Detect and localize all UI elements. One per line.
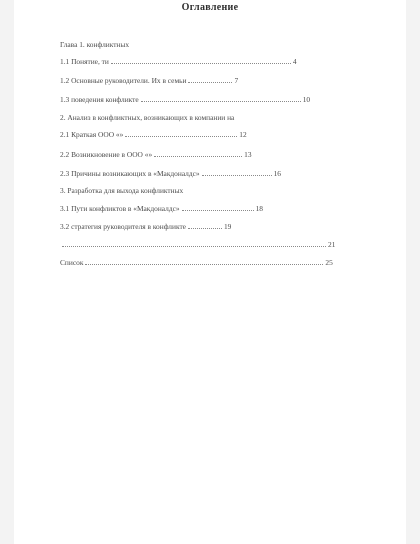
toc-entry-page: 18: [255, 204, 263, 213]
page-title: Оглавление: [181, 2, 239, 13]
toc-entry-page: 19: [223, 222, 232, 231]
toc-entry-label: 2.2 Возникновение в ООО «»: [60, 150, 153, 159]
toc-entry: [60, 222, 231, 232]
toc-entry: [60, 258, 333, 268]
toc-entry-page: 7: [234, 76, 239, 85]
toc-entry-label: 2.3 Причины возникающих в «Макдоналдс»: [60, 169, 200, 178]
toc-entry: [60, 113, 234, 123]
toc-leader: [202, 169, 272, 176]
toc-leader: [154, 150, 242, 157]
toc-entry-page: 4: [292, 57, 297, 66]
toc-entry-label: 2. Анализ в конфликтных, возникающих в компании на: [60, 113, 235, 122]
toc-leader: [85, 258, 323, 265]
toc-leader: [125, 130, 237, 137]
toc-entry-page: 10: [302, 95, 311, 104]
toc-entry-page: 13: [244, 150, 252, 159]
toc-entry-label: 1.1 Понятие, ти: [60, 57, 109, 66]
toc-entry-label: 1.2 Основные руководители. Их в семьи: [60, 76, 187, 85]
toc-entry-page: 12: [239, 130, 247, 139]
toc-entry-page: 16: [273, 169, 281, 178]
toc-leader: [62, 240, 326, 247]
toc-leader: [111, 57, 291, 64]
toc-entry: [60, 240, 335, 250]
toc-entry-label: Глава 1. конфликтных: [60, 40, 130, 49]
toc-entry: [60, 40, 129, 50]
toc-entry-label: 2.1 Краткая ООО «»: [60, 130, 124, 139]
toc-entry: [60, 57, 297, 67]
toc-entry-label: 3.1 Пути конфликтов в «Макдоналдс»: [60, 204, 180, 213]
toc-entry-label: 3. Разработка для выхода конфликтных: [60, 186, 184, 195]
toc-entry: [60, 186, 183, 196]
toc-leader: [141, 95, 301, 102]
toc-leader: [188, 76, 232, 83]
toc-entry-label: 1.3 поведения конфликте: [60, 95, 139, 104]
toc-entry: [60, 204, 263, 214]
toc-entry-label: Список: [60, 258, 84, 267]
toc-entry: [60, 150, 252, 160]
toc-entry-page: 21: [328, 240, 336, 249]
toc-entry: [60, 76, 238, 86]
toc-leader: [182, 204, 254, 211]
toc-leader: [188, 222, 222, 229]
toc-entry-page: 25: [325, 258, 333, 267]
toc-entry: [60, 95, 310, 105]
toc-entry: [60, 169, 281, 179]
toc-entry: [60, 130, 247, 140]
toc-entry-label: 3.2 стратегия руководителя в конфликте: [60, 222, 186, 231]
